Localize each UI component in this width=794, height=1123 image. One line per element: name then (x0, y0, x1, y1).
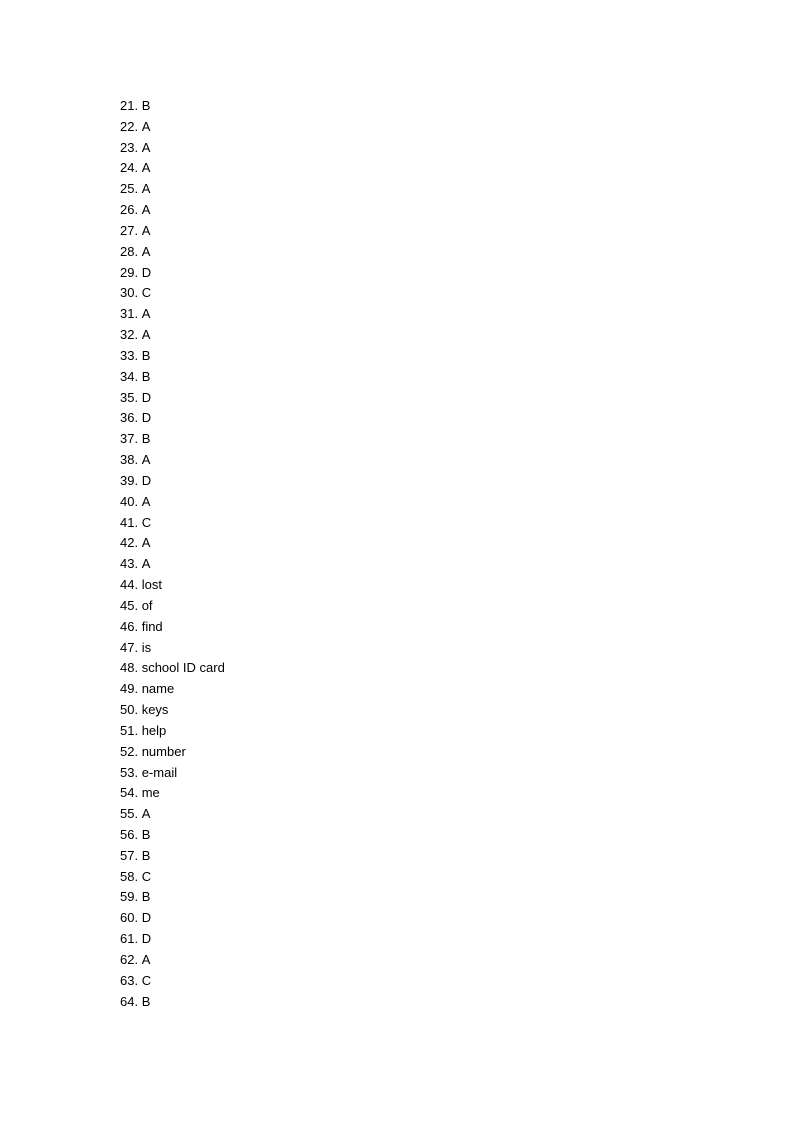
answer-item (120, 887, 225, 908)
answer-item (120, 533, 225, 554)
answer-separator: . (134, 951, 142, 967)
answer-separator: . (134, 431, 142, 447)
answer-separator: . (134, 327, 142, 343)
answer-separator: . (134, 660, 142, 676)
answer-number: 52 (120, 743, 135, 759)
answer-number: 60 (120, 910, 135, 926)
answer-separator: . (134, 139, 142, 155)
answer-separator: . (134, 722, 142, 738)
answer-separator: . (134, 535, 142, 551)
answer-text: A (141, 806, 151, 822)
answer-text: A (141, 160, 151, 176)
answer-text: school ID card (141, 660, 225, 676)
answer-number: 57 (120, 847, 135, 863)
answer-separator: . (134, 826, 142, 842)
answer-number: 64 (120, 993, 135, 1009)
answer-item (120, 242, 225, 263)
answer-text: B (141, 368, 151, 384)
answer-text: C (141, 868, 152, 884)
answer-text: C (141, 972, 152, 988)
answer-separator: . (134, 847, 142, 863)
answer-separator: . (134, 785, 142, 801)
answer-number: 51 (120, 722, 135, 738)
answer-separator: . (134, 597, 142, 613)
answer-item (120, 742, 225, 763)
answer-text: B (141, 347, 151, 363)
answer-text: number (141, 743, 186, 759)
answer-text: A (141, 951, 151, 967)
answer-number: 58 (120, 868, 135, 884)
answer-text: B (141, 889, 151, 905)
answer-text: help (141, 722, 167, 738)
answer-separator: . (134, 243, 142, 259)
answer-text: B (141, 847, 151, 863)
answer-number: 53 (120, 764, 135, 780)
answer-number: 29 (120, 264, 135, 280)
answer-separator: . (134, 264, 142, 280)
answer-item (120, 700, 225, 721)
answer-number: 50 (120, 702, 135, 718)
answer-separator: . (134, 118, 142, 134)
answer-separator: . (134, 222, 142, 238)
answer-item (120, 846, 225, 867)
answer-separator: . (134, 639, 142, 655)
answer-separator: . (134, 743, 142, 759)
answer-separator: . (134, 202, 142, 218)
answer-number: 37 (120, 431, 135, 447)
answer-text: C (141, 514, 152, 530)
answer-item (120, 867, 225, 888)
answer-separator: . (134, 889, 142, 905)
answer-number: 34 (120, 368, 135, 384)
answer-number: 43 (120, 556, 135, 572)
answer-separator: . (134, 493, 142, 509)
answer-text: me (141, 785, 160, 801)
answer-item (120, 367, 225, 388)
answer-number: 30 (120, 285, 135, 301)
answer-text: lost (141, 577, 162, 593)
answer-number: 23 (120, 139, 135, 155)
answer-separator: . (134, 472, 142, 488)
answer-text: A (141, 118, 151, 134)
answer-text: e-mail (141, 764, 178, 780)
answer-number: 35 (120, 389, 135, 405)
answer-number: 46 (120, 618, 135, 634)
answer-number: 44 (120, 577, 135, 593)
answer-item (120, 658, 225, 679)
answer-item (120, 638, 225, 659)
answer-separator: . (134, 98, 142, 113)
answer-item (120, 804, 225, 825)
answer-text: D (141, 472, 152, 488)
answer-separator: . (134, 389, 142, 405)
answer-number: 38 (120, 452, 135, 468)
answer-text: B (141, 993, 151, 1009)
answer-number: 39 (120, 472, 135, 488)
answer-item (120, 200, 225, 221)
answer-separator: . (134, 452, 142, 468)
answer-number: 56 (120, 826, 135, 842)
answer-item (120, 783, 225, 804)
answer-separator: . (134, 347, 142, 363)
answer-number: 36 (120, 410, 135, 426)
answer-item (120, 908, 225, 929)
answer-text: B (141, 826, 151, 842)
answer-item (120, 721, 225, 742)
answer-number: 47 (120, 639, 135, 655)
answer-item (120, 992, 225, 1013)
answer-item (120, 825, 225, 846)
answer-separator: . (134, 181, 142, 197)
answer-item (120, 304, 225, 325)
answer-text: keys (141, 702, 169, 718)
answer-separator: . (134, 306, 142, 322)
answer-item (120, 325, 225, 346)
answer-item (120, 388, 225, 409)
answer-text: A (141, 181, 151, 197)
answer-text: A (141, 327, 151, 343)
answer-item (120, 763, 225, 784)
answer-separator: . (134, 160, 142, 176)
answer-item (120, 96, 225, 117)
answer-number: 42 (120, 535, 135, 551)
answer-number: 61 (120, 931, 135, 947)
answer-number: 59 (120, 889, 135, 905)
answer-text: A (141, 556, 151, 572)
answer-text: D (141, 264, 152, 280)
answer-text: C (141, 285, 152, 301)
answer-text: D (141, 931, 152, 947)
answer-text: B (141, 431, 151, 447)
answer-item (120, 596, 225, 617)
answer-item (120, 138, 225, 159)
answer-number: 40 (120, 493, 135, 509)
answer-item (120, 471, 225, 492)
answer-text: A (141, 306, 151, 322)
answer-text: is (141, 639, 152, 655)
answer-item (120, 575, 225, 596)
answer-separator: . (134, 972, 142, 988)
answer-item (120, 117, 225, 138)
answer-item (120, 429, 225, 450)
answer-number: 25 (120, 181, 135, 197)
answer-item (120, 346, 225, 367)
answer-text: A (141, 243, 151, 259)
answer-separator: . (134, 681, 142, 697)
answer-text: B (141, 98, 151, 113)
answer-separator: . (134, 514, 142, 530)
answer-text: D (141, 389, 152, 405)
answer-item (120, 971, 225, 992)
answer-text: name (141, 681, 175, 697)
answer-text: D (141, 410, 152, 426)
answer-number: 48 (120, 660, 135, 676)
answer-item (120, 513, 225, 534)
answer-number: 45 (120, 597, 135, 613)
answer-text: A (141, 202, 151, 218)
answer-number: 27 (120, 222, 135, 238)
answer-number: 62 (120, 951, 135, 967)
answer-separator: . (134, 577, 142, 593)
answer-separator: . (134, 702, 142, 718)
answer-text: D (141, 910, 152, 926)
answer-item (120, 492, 225, 513)
answer-number: 49 (120, 681, 135, 697)
answer-text: A (141, 493, 151, 509)
answer-number: 55 (120, 806, 135, 822)
answer-separator: . (134, 556, 142, 572)
answer-separator: . (134, 868, 142, 884)
answer-number: 28 (120, 243, 135, 259)
answer-number: 41 (120, 514, 135, 530)
answer-item (120, 283, 225, 304)
answer-number: 26 (120, 202, 135, 218)
answer-number: 63 (120, 972, 135, 988)
answer-item (120, 950, 225, 971)
answer-separator: . (134, 368, 142, 384)
answer-number: 54 (120, 785, 135, 801)
answer-text: A (141, 139, 151, 155)
answer-text: find (141, 618, 163, 634)
answer-separator: . (134, 806, 142, 822)
answer-item (120, 929, 225, 950)
answer-list (120, 96, 225, 1012)
answer-item (120, 554, 225, 575)
answer-number: 24 (120, 160, 135, 176)
answer-separator: . (134, 764, 142, 780)
answer-separator: . (134, 993, 142, 1009)
answer-text: A (141, 452, 151, 468)
answer-separator: . (134, 410, 142, 426)
answer-item (120, 158, 225, 179)
answer-number: 32 (120, 327, 135, 343)
answer-separator: . (134, 285, 142, 301)
answer-text: A (141, 222, 151, 238)
answer-item (120, 450, 225, 471)
answer-text: of (141, 597, 153, 613)
answer-text: A (141, 535, 151, 551)
answer-item (120, 408, 225, 429)
answer-item (120, 221, 225, 242)
answer-item (120, 263, 225, 284)
answer-separator: . (134, 618, 142, 634)
answer-number: 31 (120, 306, 135, 322)
answer-number: 33 (120, 347, 135, 363)
answer-separator: . (134, 910, 142, 926)
answer-item (120, 679, 225, 700)
answer-number: 22 (120, 118, 135, 134)
answer-item (120, 179, 225, 200)
answer-number: 21 (120, 98, 135, 113)
answer-separator: . (134, 931, 142, 947)
answer-item (120, 617, 225, 638)
